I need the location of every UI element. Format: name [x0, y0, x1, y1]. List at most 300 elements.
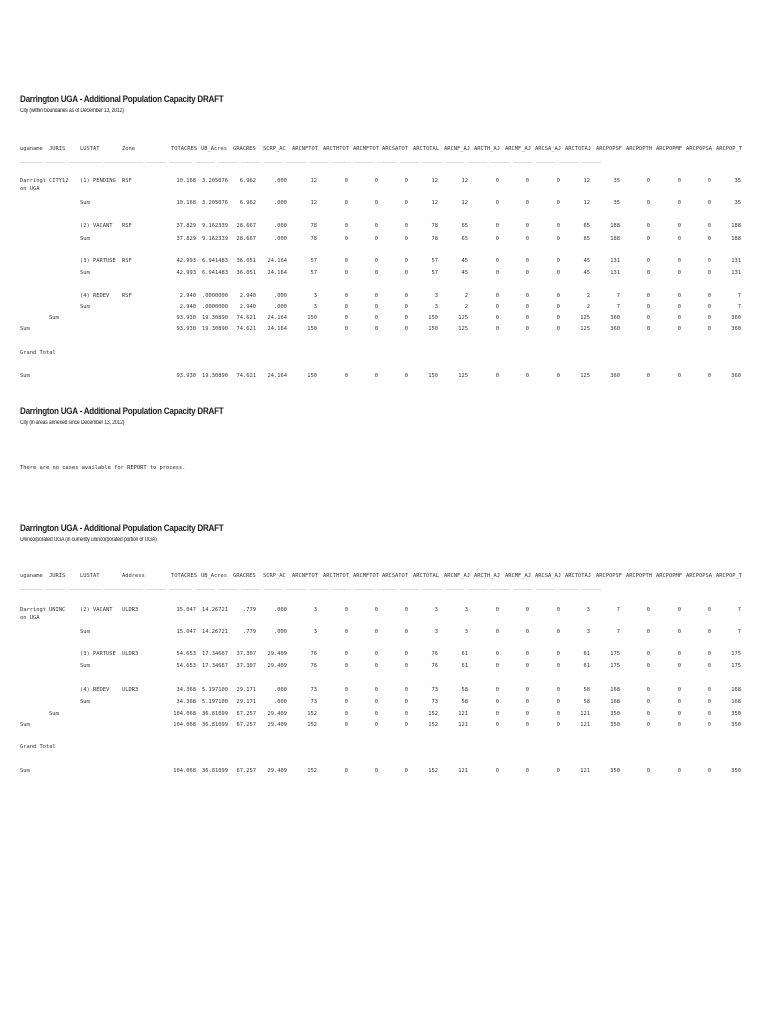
data-row-cell: 0 [707, 607, 711, 613]
data-row-cell: .000 [274, 236, 287, 242]
data-row-cell: 73 [310, 687, 317, 693]
data-row-cell: 350 [731, 711, 741, 717]
data-row-cell: 0 [495, 315, 499, 321]
data-row-cell: 0 [646, 629, 650, 635]
zone-label: RSF [122, 178, 132, 184]
data-row-cell: 0 [344, 699, 348, 705]
data-row-cell: 3 [434, 607, 438, 613]
data-row-cell: 57 [310, 258, 317, 264]
data-row-cell: 0 [344, 687, 348, 693]
column-header: ARCPOPTH [626, 146, 652, 152]
uga-name: on UGA [20, 186, 40, 192]
data-row-cell: 104.068 [173, 711, 196, 717]
grand-total-row-cell: 0 [495, 768, 499, 774]
grand-total-row-cell: 93.930 [176, 373, 196, 379]
grand-total-row-cell: 0 [525, 768, 529, 774]
data-row-cell: 0 [646, 200, 650, 206]
data-row-cell: 125 [580, 315, 590, 321]
data-row-cell: 0 [344, 722, 348, 728]
column-header: ARCNFTOT [292, 573, 318, 579]
data-row-cell: 35 [734, 178, 741, 184]
grand-total-row-cell: 29.409 [267, 768, 287, 774]
data-row-cell: 7 [616, 607, 620, 613]
data-row-cell: 0 [404, 699, 408, 705]
data-row-cell: .000 [274, 699, 287, 705]
data-row-cell: 74.621 [236, 326, 256, 332]
data-row-cell: 93.930 [176, 326, 196, 332]
data-row-cell: 0 [556, 200, 560, 206]
data-row-cell: 0 [525, 722, 529, 728]
data-row-cell: 0 [374, 315, 378, 321]
data-row-cell: 0 [495, 326, 499, 332]
data-row-cell: 3 [434, 293, 438, 299]
section-subtitle: City (within boundaries as of December 13, 2012) [20, 108, 124, 114]
data-row-cell: 0 [677, 258, 681, 264]
data-row-cell: 24.164 [267, 326, 287, 332]
data-row-cell: 350 [610, 711, 620, 717]
lustat-label: Sum [80, 200, 90, 206]
data-row-cell: 0 [646, 687, 650, 693]
grand-sum-label: Sum [20, 768, 30, 774]
data-row-cell: 0 [374, 200, 378, 206]
data-row-cell: 0 [677, 200, 681, 206]
data-row-cell: 19.30890 [202, 315, 228, 321]
column-header: ARCPOPMF [656, 573, 682, 579]
data-row-cell: 0 [525, 178, 529, 184]
data-row-cell: 0 [707, 651, 711, 657]
data-row-cell: 42.993 [176, 270, 196, 276]
grand-total-row-cell: 121 [458, 768, 468, 774]
data-row-cell: 76 [431, 651, 438, 657]
data-row-cell: 37.307 [236, 663, 256, 669]
data-row-cell: 0 [525, 711, 529, 717]
column-header: TOTACRES [171, 146, 197, 152]
data-row-cell: 0 [677, 722, 681, 728]
data-row-cell: 0 [495, 304, 499, 310]
data-row-cell: 3 [586, 629, 590, 635]
data-row-cell: 0 [495, 711, 499, 717]
grand-total-row-cell: 0 [646, 768, 650, 774]
grand-total-row-cell: 24.164 [267, 373, 287, 379]
uga-name: Darringt [20, 178, 46, 184]
data-row-cell: 152 [428, 711, 438, 717]
data-row-cell: 28.667 [236, 236, 256, 242]
column-header: GRACRES [233, 573, 256, 579]
data-row-cell: 10.168 [176, 200, 196, 206]
data-row-cell: 67.257 [236, 711, 256, 717]
data-row-cell: 0 [556, 711, 560, 717]
data-row-cell: 0 [404, 270, 408, 276]
data-row-cell: .779 [243, 629, 256, 635]
data-row-cell: 3.205076 [202, 200, 228, 206]
data-row-cell: 0 [344, 315, 348, 321]
lustat-label: Sum [80, 699, 90, 705]
column-header: GRACRES [233, 146, 256, 152]
data-row-cell: 37.829 [176, 223, 196, 229]
data-row-cell: 0 [677, 223, 681, 229]
data-row-cell: 24.164 [267, 270, 287, 276]
data-row-cell: 12 [461, 178, 468, 184]
data-row-cell: 61 [583, 651, 590, 657]
grand-total-row-cell: 104.068 [173, 768, 196, 774]
data-row-cell: 0 [374, 236, 378, 242]
data-row-cell: 0 [677, 629, 681, 635]
data-row-cell: 188 [610, 223, 620, 229]
data-row-cell: 7 [616, 629, 620, 635]
lustat-label: (2) VACANT [80, 223, 113, 229]
data-row-cell: 61 [461, 651, 468, 657]
data-row-cell: 12 [431, 200, 438, 206]
data-row-cell: 0 [556, 607, 560, 613]
data-row-cell: 0 [374, 699, 378, 705]
data-row-cell: 0 [404, 722, 408, 728]
data-row-cell: 0 [556, 629, 560, 635]
data-row-cell: 121 [458, 711, 468, 717]
data-row-cell: 0 [495, 629, 499, 635]
column-header: ARCMF_AJ [505, 573, 531, 579]
data-row-cell: 3 [464, 629, 468, 635]
data-row-cell: 0 [556, 326, 560, 332]
data-row-cell: 0 [344, 711, 348, 717]
data-row-cell: 3 [434, 629, 438, 635]
column-header: ARCTHTOT [323, 573, 349, 579]
column-header: ARCTHTOT [323, 146, 349, 152]
data-row-cell: 0 [495, 270, 499, 276]
data-row-cell: 0 [404, 304, 408, 310]
data-row-cell: 0 [677, 178, 681, 184]
data-row-cell: 350 [610, 722, 620, 728]
data-row-cell: 3 [313, 629, 317, 635]
data-row-cell: 0 [344, 663, 348, 669]
data-row-cell: 0 [404, 293, 408, 299]
data-row-cell: 0 [525, 607, 529, 613]
subtotal-label: Sum [49, 711, 59, 717]
grand-total-row-cell: 0 [677, 768, 681, 774]
data-row-cell: 0 [404, 607, 408, 613]
data-row-cell: 168 [610, 699, 620, 705]
data-row-cell: 0 [707, 315, 711, 321]
data-row-cell: 0 [677, 236, 681, 242]
data-row-cell: 0 [556, 663, 560, 669]
data-row-cell: 3 [313, 607, 317, 613]
data-row-cell: 0 [525, 326, 529, 332]
data-row-cell: 29.409 [267, 651, 287, 657]
data-row-cell: 0 [404, 178, 408, 184]
data-row-cell: 0 [344, 629, 348, 635]
uga-name: on UGA [20, 615, 40, 621]
column-header: Address [122, 573, 145, 579]
data-row-cell: 360 [610, 326, 620, 332]
column-header: TOTACRES [171, 573, 197, 579]
data-row-cell: 150 [428, 315, 438, 321]
grand-sum-label: Sum [20, 373, 30, 379]
data-row-cell: 0 [646, 304, 650, 310]
data-row-cell: 125 [458, 315, 468, 321]
data-row-cell: 0 [404, 326, 408, 332]
data-row-cell: 5.197100 [202, 699, 228, 705]
uga-name: Darringt [20, 607, 46, 613]
data-row-cell: 121 [458, 722, 468, 728]
column-header: ARCPOPSF [596, 146, 622, 152]
column-header: ARCTH_AJ [474, 146, 500, 152]
lustat-label: Sum [80, 304, 90, 310]
grand-total-row-cell: 36.81099 [202, 768, 228, 774]
data-row-cell: 0 [556, 270, 560, 276]
data-row-cell: 0 [344, 293, 348, 299]
column-header: ARCNFTOT [292, 146, 318, 152]
data-row-cell: 12 [310, 200, 317, 206]
data-row-cell: 0 [344, 651, 348, 657]
data-row-cell: 131 [610, 258, 620, 264]
data-row-cell: 19.30890 [202, 326, 228, 332]
column-header: uganame [20, 146, 43, 152]
zone-label: RSF [122, 223, 132, 229]
lustat-label: (4) REDEV [80, 687, 110, 693]
grand-total-row-cell: 0 [525, 373, 529, 379]
data-row-cell: .000 [274, 293, 287, 299]
data-row-cell: 0 [525, 270, 529, 276]
data-row-cell: 175 [610, 663, 620, 669]
data-row-cell: 0 [646, 326, 650, 332]
column-header: ARCTH_AJ [474, 573, 500, 579]
column-header: ARCMFTOT [353, 573, 379, 579]
lustat-label: Sum [80, 663, 90, 669]
data-row-cell: 0 [707, 223, 711, 229]
data-row-cell: 2 [586, 304, 590, 310]
data-row-cell: 58 [583, 699, 590, 705]
data-row-cell: 0 [556, 293, 560, 299]
data-row-cell: 76 [431, 663, 438, 669]
data-row-cell: 168 [731, 699, 741, 705]
data-row-cell: .000 [274, 607, 287, 613]
data-row-cell: 0 [525, 236, 529, 242]
data-row-cell: 0 [525, 223, 529, 229]
data-row-cell: 34.368 [176, 687, 196, 693]
grand-total-row-cell: 0 [677, 373, 681, 379]
data-row-cell: 0 [344, 236, 348, 242]
data-row-cell: 0 [495, 651, 499, 657]
data-row-cell: 0 [707, 304, 711, 310]
data-row-cell: 73 [310, 699, 317, 705]
data-row-cell: 7 [737, 293, 741, 299]
data-row-cell: 0 [495, 687, 499, 693]
data-row-cell: 0 [646, 663, 650, 669]
data-row-cell: 3 [434, 304, 438, 310]
column-header: ARCNF_AJ [444, 573, 470, 579]
data-row-cell: 24.164 [267, 315, 287, 321]
data-row-cell: 29.171 [236, 687, 256, 693]
data-row-cell: 0 [495, 607, 499, 613]
data-row-cell: 67.257 [236, 722, 256, 728]
data-row-cell: 14.26721 [202, 607, 228, 613]
data-row-cell: 73 [431, 687, 438, 693]
column-header: ARCMFTOT [353, 146, 379, 152]
data-row-cell: 152 [307, 722, 317, 728]
section-title: Darrington UGA - Additional Population Capacity DRAFT [20, 406, 224, 417]
data-row-cell: .0000000 [202, 304, 228, 310]
data-row-cell: 12 [583, 200, 590, 206]
grand-total-row-cell: 74.621 [236, 373, 256, 379]
grand-total-row-cell: 0 [556, 373, 560, 379]
data-row-cell: .000 [274, 223, 287, 229]
column-header: ARCPOP_T [716, 146, 742, 152]
grand-total-row-cell: 0 [495, 373, 499, 379]
grand-total-row-cell: 0 [707, 768, 711, 774]
data-row-cell: 125 [580, 326, 590, 332]
column-header: ARCMF_AJ [505, 146, 531, 152]
jurisdiction: UNINC [49, 607, 66, 613]
data-row-cell: 0 [707, 629, 711, 635]
data-row-cell: 175 [731, 663, 741, 669]
data-row-cell: 15.047 [176, 607, 196, 613]
data-row-cell: 121 [580, 711, 590, 717]
lustat-label: (4) REDEV [80, 293, 110, 299]
data-row-cell: 3 [313, 304, 317, 310]
data-row-cell: 0 [525, 315, 529, 321]
data-row-cell: 0 [707, 178, 711, 184]
grand-total-row-cell: 125 [580, 373, 590, 379]
data-row-cell: 7 [616, 304, 620, 310]
data-row-cell: 57 [310, 270, 317, 276]
data-row-cell: 150 [307, 315, 317, 321]
data-row-cell: 36.81099 [202, 711, 228, 717]
section-title: Darrington UGA - Additional Population Capacity DRAFT [20, 523, 224, 534]
data-row-cell: 35 [613, 178, 620, 184]
data-row-cell: 152 [307, 711, 317, 717]
data-row-cell: 0 [374, 687, 378, 693]
data-row-cell: 0 [344, 200, 348, 206]
data-row-cell: 0 [646, 699, 650, 705]
data-row-cell: 0 [556, 178, 560, 184]
data-row-cell: 35 [734, 200, 741, 206]
data-row-cell: 0 [677, 293, 681, 299]
data-row-cell: 360 [731, 326, 741, 332]
data-row-cell: 0 [677, 687, 681, 693]
column-header: ARCTOTAL [413, 573, 439, 579]
data-row-cell: 0 [344, 270, 348, 276]
data-row-cell: 6.941483 [202, 258, 228, 264]
data-row-cell: 12 [310, 178, 317, 184]
lustat-label: (3) PARTUSE [80, 651, 116, 657]
data-row-cell: 0 [525, 687, 529, 693]
data-row-cell: .000 [274, 629, 287, 635]
grand-total-row-cell: 19.30890 [202, 373, 228, 379]
lustat-label: (3) PARTUSE [80, 258, 116, 264]
data-row-cell: 0 [374, 663, 378, 669]
data-row-cell: 10.168 [176, 178, 196, 184]
grand-total-row-cell: 0 [344, 768, 348, 774]
data-row-cell: 0 [707, 699, 711, 705]
data-row-cell: 0 [556, 223, 560, 229]
data-row-cell: 78 [431, 223, 438, 229]
data-row-cell: 42.993 [176, 258, 196, 264]
data-row-cell: 29.409 [267, 722, 287, 728]
grand-total-row-cell: 150 [307, 373, 317, 379]
grand-total-row-cell: 0 [404, 373, 408, 379]
data-row-cell: 45 [583, 270, 590, 276]
header-underline: _______ ______ __________ ____________ ______ _______ ______ ______ ______ ______ ______ ______ ______ ______ ______ ______ ______ ______ ______ ______ ______ ______ ______ ______ [20, 157, 601, 163]
data-row-cell: 0 [404, 663, 408, 669]
grand-total-row-cell: 152 [428, 768, 438, 774]
data-row-cell: 0 [404, 223, 408, 229]
data-row-cell: 0 [374, 258, 378, 264]
data-row-cell: 0 [374, 326, 378, 332]
data-row-cell: 0 [707, 711, 711, 717]
data-row-cell: 0 [344, 607, 348, 613]
data-row-cell: 188 [731, 236, 741, 242]
data-row-cell: 0 [344, 304, 348, 310]
data-row-cell: 61 [583, 663, 590, 669]
column-header: UB_Acres [201, 146, 227, 152]
lustat-label: (1) PENDING [80, 178, 116, 184]
data-row-cell: 0 [646, 270, 650, 276]
data-row-cell: 65 [461, 236, 468, 242]
data-row-cell: 0 [404, 651, 408, 657]
data-row-cell: 0 [374, 223, 378, 229]
section-subtitle: City (in areas annexed since December 13, 2012) [20, 420, 125, 426]
data-row-cell: 168 [731, 687, 741, 693]
grand-total-row-cell: 0 [344, 373, 348, 379]
data-row-cell: 0 [495, 663, 499, 669]
data-row-cell: 36.051 [236, 270, 256, 276]
data-row-cell: 0 [404, 236, 408, 242]
section-subtitle: Unincorporated UGA (in currently unincorporated portion of UGA) [20, 537, 157, 543]
data-row-cell: 121 [580, 722, 590, 728]
data-row-cell: 0 [646, 651, 650, 657]
data-row-cell: 350 [731, 722, 741, 728]
data-row-cell: 0 [344, 326, 348, 332]
data-row-cell: 2.940 [239, 293, 256, 299]
data-row-cell: 0 [495, 178, 499, 184]
data-row-cell: 125 [458, 326, 468, 332]
data-row-cell: 2.940 [179, 304, 196, 310]
data-row-cell: 12 [583, 178, 590, 184]
column-header: JURIS [49, 573, 66, 579]
data-row-cell: 0 [404, 687, 408, 693]
data-row-cell: 58 [461, 699, 468, 705]
data-row-cell: 0 [556, 651, 560, 657]
grand-total-row-cell: 0 [374, 373, 378, 379]
data-row-cell: 0 [374, 711, 378, 717]
data-row-cell: 0 [707, 236, 711, 242]
data-row-cell: 73 [431, 699, 438, 705]
grand-total-row-cell: 150 [428, 373, 438, 379]
data-row-cell: 78 [310, 236, 317, 242]
column-header: ARCTOTAJ [565, 573, 591, 579]
data-row-cell: 0 [556, 304, 560, 310]
column-header: ARCSA_AJ [535, 146, 561, 152]
data-row-cell: 29.171 [236, 699, 256, 705]
column-header: SCRP_AC [263, 573, 286, 579]
data-row-cell: 150 [307, 326, 317, 332]
data-row-cell: 58 [461, 687, 468, 693]
lustat-label: Sum [80, 629, 90, 635]
grand-total-row-cell: 350 [610, 768, 620, 774]
data-row-cell: .000 [274, 687, 287, 693]
subtotal-label: Sum [20, 722, 30, 728]
data-row-cell: 93.930 [176, 315, 196, 321]
data-row-cell: 0 [525, 699, 529, 705]
data-row-cell: 36.051 [236, 258, 256, 264]
data-row-cell: 0 [677, 270, 681, 276]
zone-label: ULDR3 [122, 687, 139, 693]
data-row-cell: 65 [461, 223, 468, 229]
data-row-cell: 0 [646, 711, 650, 717]
data-row-cell: 3 [464, 607, 468, 613]
data-row-cell: 0 [707, 293, 711, 299]
data-row-cell: 0 [677, 315, 681, 321]
data-row-cell: 0 [374, 651, 378, 657]
